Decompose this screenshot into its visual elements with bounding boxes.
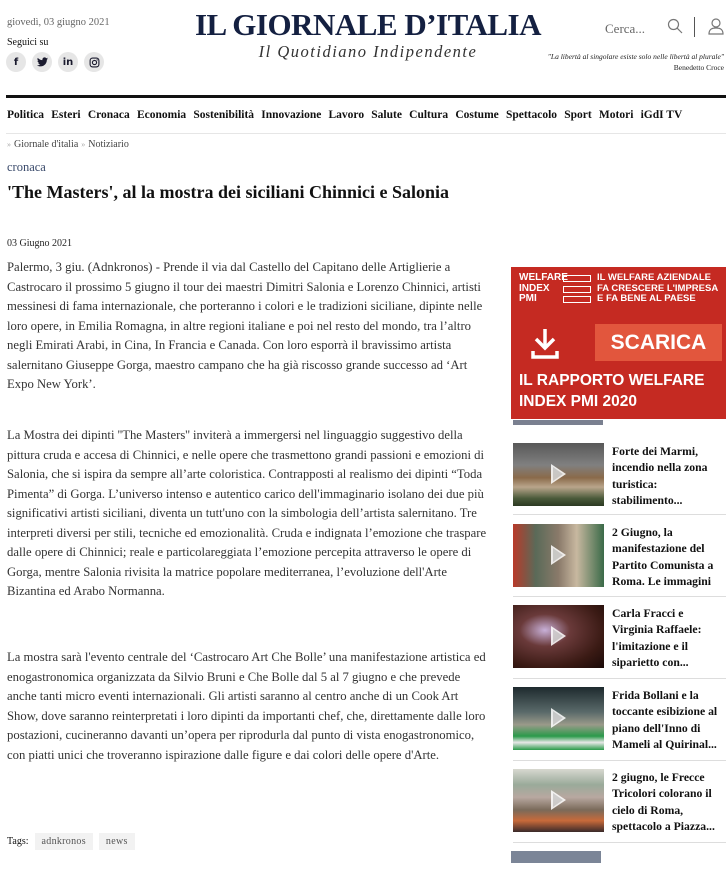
video-title[interactable]: 2 Giugno, la manifestazione del Partito Comunista a Roma. Le immagini: [612, 526, 714, 588]
nav-item-lavoro[interactable]: Lavoro: [328, 109, 365, 121]
current-date: giovedì, 03 giugno 2021: [7, 17, 110, 28]
sidebar-more-strip: [511, 851, 601, 863]
ad-slogan: [597, 273, 718, 305]
nav-item-sport[interactable]: Sport: [564, 109, 592, 121]
ad-brand-line: PMI: [519, 293, 537, 304]
tag-news[interactable]: news: [99, 833, 135, 850]
article-tags: [7, 833, 135, 850]
video-item[interactable]: [513, 524, 726, 594]
article-category[interactable]: cronaca: [7, 160, 46, 174]
video-thumbnail[interactable]: [513, 769, 604, 832]
video-divider: [513, 514, 726, 515]
user-icon[interactable]: [707, 17, 725, 35]
video-title[interactable]: Forte dei Marmi, incendio nella zona turistica: stabilimento...: [612, 445, 708, 507]
header-divider: [694, 17, 695, 37]
video-item[interactable]: [513, 605, 726, 675]
video-divider: [513, 842, 726, 843]
play-icon: [551, 464, 566, 484]
play-icon: [551, 626, 566, 646]
video-thumbnail[interactable]: [513, 687, 604, 750]
nav-item-esteri[interactable]: Esteri: [51, 109, 81, 121]
breadcrumb-item-home[interactable]: Giornale d'italia: [14, 139, 79, 150]
video-item[interactable]: [513, 687, 726, 757]
main-nav: [7, 109, 689, 121]
video-title[interactable]: 2 giugno, le Frecce Tricolori colorano il cielo di Roma, spettacolo a Piazza...: [612, 771, 715, 833]
quote-author: Benedetto Croce: [673, 63, 724, 72]
nav-bottom-rule: [6, 133, 726, 134]
ad-footer-line: IL RAPPORTO WELFARE: [519, 372, 705, 389]
nav-item-motori[interactable]: Motori: [598, 109, 634, 121]
video-thumbnail[interactable]: [513, 524, 604, 587]
breadcrumb-item-notiziario[interactable]: Notiziario: [88, 139, 129, 150]
ad-footer-line: INDEX PMI 2020: [519, 393, 638, 410]
breadcrumb: [7, 139, 129, 150]
nav-item-costume[interactable]: Costume: [455, 109, 499, 121]
facebook-icon[interactable]: f: [6, 52, 26, 72]
nav-item-cronaca[interactable]: Cronaca: [87, 109, 130, 121]
ad-brand-line: WELFARE: [519, 272, 568, 283]
nav-item-igdi-tv[interactable]: iGdI TV: [640, 109, 683, 121]
nav-top-rule: [6, 95, 726, 98]
video-title[interactable]: Frida Bollani e la toccante esibizione al piano dell'Inno di Mameli al Quirinal...: [612, 689, 718, 751]
play-icon: [551, 708, 566, 728]
video-divider: [513, 596, 726, 597]
article-paragraph: Palermo, 3 giu. (Adnkronos) - Prende il via dal Castello del Capitano delle Artiglierie a Castrocaro il prossimo 5 giugno il tour dei maestri Dimitri Salonia e Lorenzo Chinnici, artisti messinesi di fama internazionale, che porteranno i colori e le tradizioni siciliane, dipinte nelle loro opere, in Emilia Romagna, in altre regioni italiane e poi nel resto del mondo, tra l’altro negli Emirati Arabi, in Cina, In Francia e Canada. Con loro esporrà il bravissimo artista salernitano Giuseppe Gorga, maestro campano che ha già riscosso grande successo ad ‘Art Expo New York’.: [7, 260, 483, 391]
video-thumbnail[interactable]: [513, 443, 604, 506]
video-item[interactable]: [513, 769, 726, 839]
quote-text: "La libertà al singolare esiste solo nelle libertà al plurale": [547, 52, 724, 61]
ad-slogan-line: IL WELFARE AZIENDALE: [597, 272, 711, 283]
video-item[interactable]: [513, 443, 726, 513]
ad-download-button[interactable]: SCARICA: [595, 324, 722, 361]
ad-bottom-strip: [513, 420, 603, 425]
download-icon: [531, 327, 559, 359]
article-title: 'The Masters', al la mostra dei siciliani Chinnici e Salonia: [7, 182, 450, 202]
video-divider: [513, 678, 726, 679]
follow-label: Seguici su: [7, 37, 49, 48]
ad-slogan-line: FA CRESCERE L'IMPRESA: [597, 282, 719, 294]
header-quote: [548, 51, 724, 73]
ad-brand: [519, 273, 568, 305]
site-tagline: Il Quotidiano Indipendente: [258, 42, 478, 61]
social-links: [6, 52, 104, 72]
article-date: 03 Giugno 2021: [7, 238, 72, 249]
search-icon[interactable]: [667, 18, 683, 34]
ad-slogan-line: E FA BENE AL PAESE: [597, 293, 696, 304]
article-paragraph: La mostra sarà l'evento centrale del ‘Castrocaro Art Che Bolle’ una manifestazione artistica ed enogastronomica organizzata da Silvio Bruni e Che Bolle dal 5 al 7 giugno e che prevede anche tanti micro eventi internazionali. Gli artisti saranno al centro anche di un Cook Art Show, dove saranno reinterpretati i loro dipinti da importanti chef, che, direttamente dalle loro postazioni, cucineranno davanti un’opera per riprodurla dal punto di vista enogastronomico, con piatti unici che troveranno ispirazione dalle figure e dai colori delle opere d'Arte.: [7, 650, 486, 762]
nav-item-spettacolo[interactable]: Spettacolo: [505, 109, 558, 121]
ad-brand-line: INDEX: [519, 282, 550, 294]
site-logo[interactable]: IL GIORNALE D’ITALIA: [194, 7, 541, 42]
nav-item-sostenibilita[interactable]: Sostenibilità: [193, 109, 255, 121]
nav-item-cultura[interactable]: Cultura: [409, 109, 449, 121]
play-icon: [551, 545, 566, 565]
play-icon: [551, 790, 566, 810]
tags-label: Tags:: [7, 836, 29, 847]
video-title[interactable]: Carla Fracci e Virginia Raffaele: l'imitazione e il siparietto con...: [612, 607, 702, 669]
nav-item-salute[interactable]: Salute: [371, 109, 402, 121]
article-paragraph: La Mostra dei dipinti ''The Masters'' inviterà a immergersi nel linguaggio suggestivo della pittura cruda e accesa di Chinnici, e nelle opere che trasmettono grandi passioni e emozioni di Salonia, che si ispira da sempre all’arte coloristica. Contrapposti al realismo dei dipinti “Toda Pimenta” di Gorga. L’universo intenso e autentico carico dell'immaginario isolano dei due più significativi artisti siciliani, diventa un tutt'uno con la simbologia dell’artista salernitano. Tre interpreti diversi per stili, tecniche ed emozionalità. Cruda e indignata l’emozione che traspare dalle opere di Chinnici; reale e particolareggiata l’emozione percepita attraverso le opere di Gorga, mentre Salonia rivisita la matrice popolare mediterranea, l’evoluzione dell'Arte Bizantina ed Arabo Normanna.: [7, 428, 487, 598]
nav-item-economia[interactable]: Economia: [136, 109, 187, 121]
video-thumbnail[interactable]: [513, 605, 604, 668]
nav-item-politica[interactable]: Politica: [7, 109, 45, 121]
tag-adnkronos[interactable]: adnkronos: [35, 833, 93, 850]
video-divider: [513, 760, 726, 761]
breadcrumb-separator: »: [81, 140, 86, 149]
instagram-icon[interactable]: [84, 52, 104, 72]
twitter-icon[interactable]: [32, 52, 52, 72]
welfare-index-ad[interactable]: [511, 267, 726, 419]
breadcrumb-separator: »: [7, 140, 11, 149]
linkedin-icon[interactable]: in: [58, 52, 78, 72]
search-input[interactable]: Cerca...: [605, 21, 646, 36]
ad-brand-bars: [563, 275, 591, 307]
ad-footer: [519, 370, 704, 412]
nav-item-innovazione[interactable]: Innovazione: [261, 109, 322, 121]
